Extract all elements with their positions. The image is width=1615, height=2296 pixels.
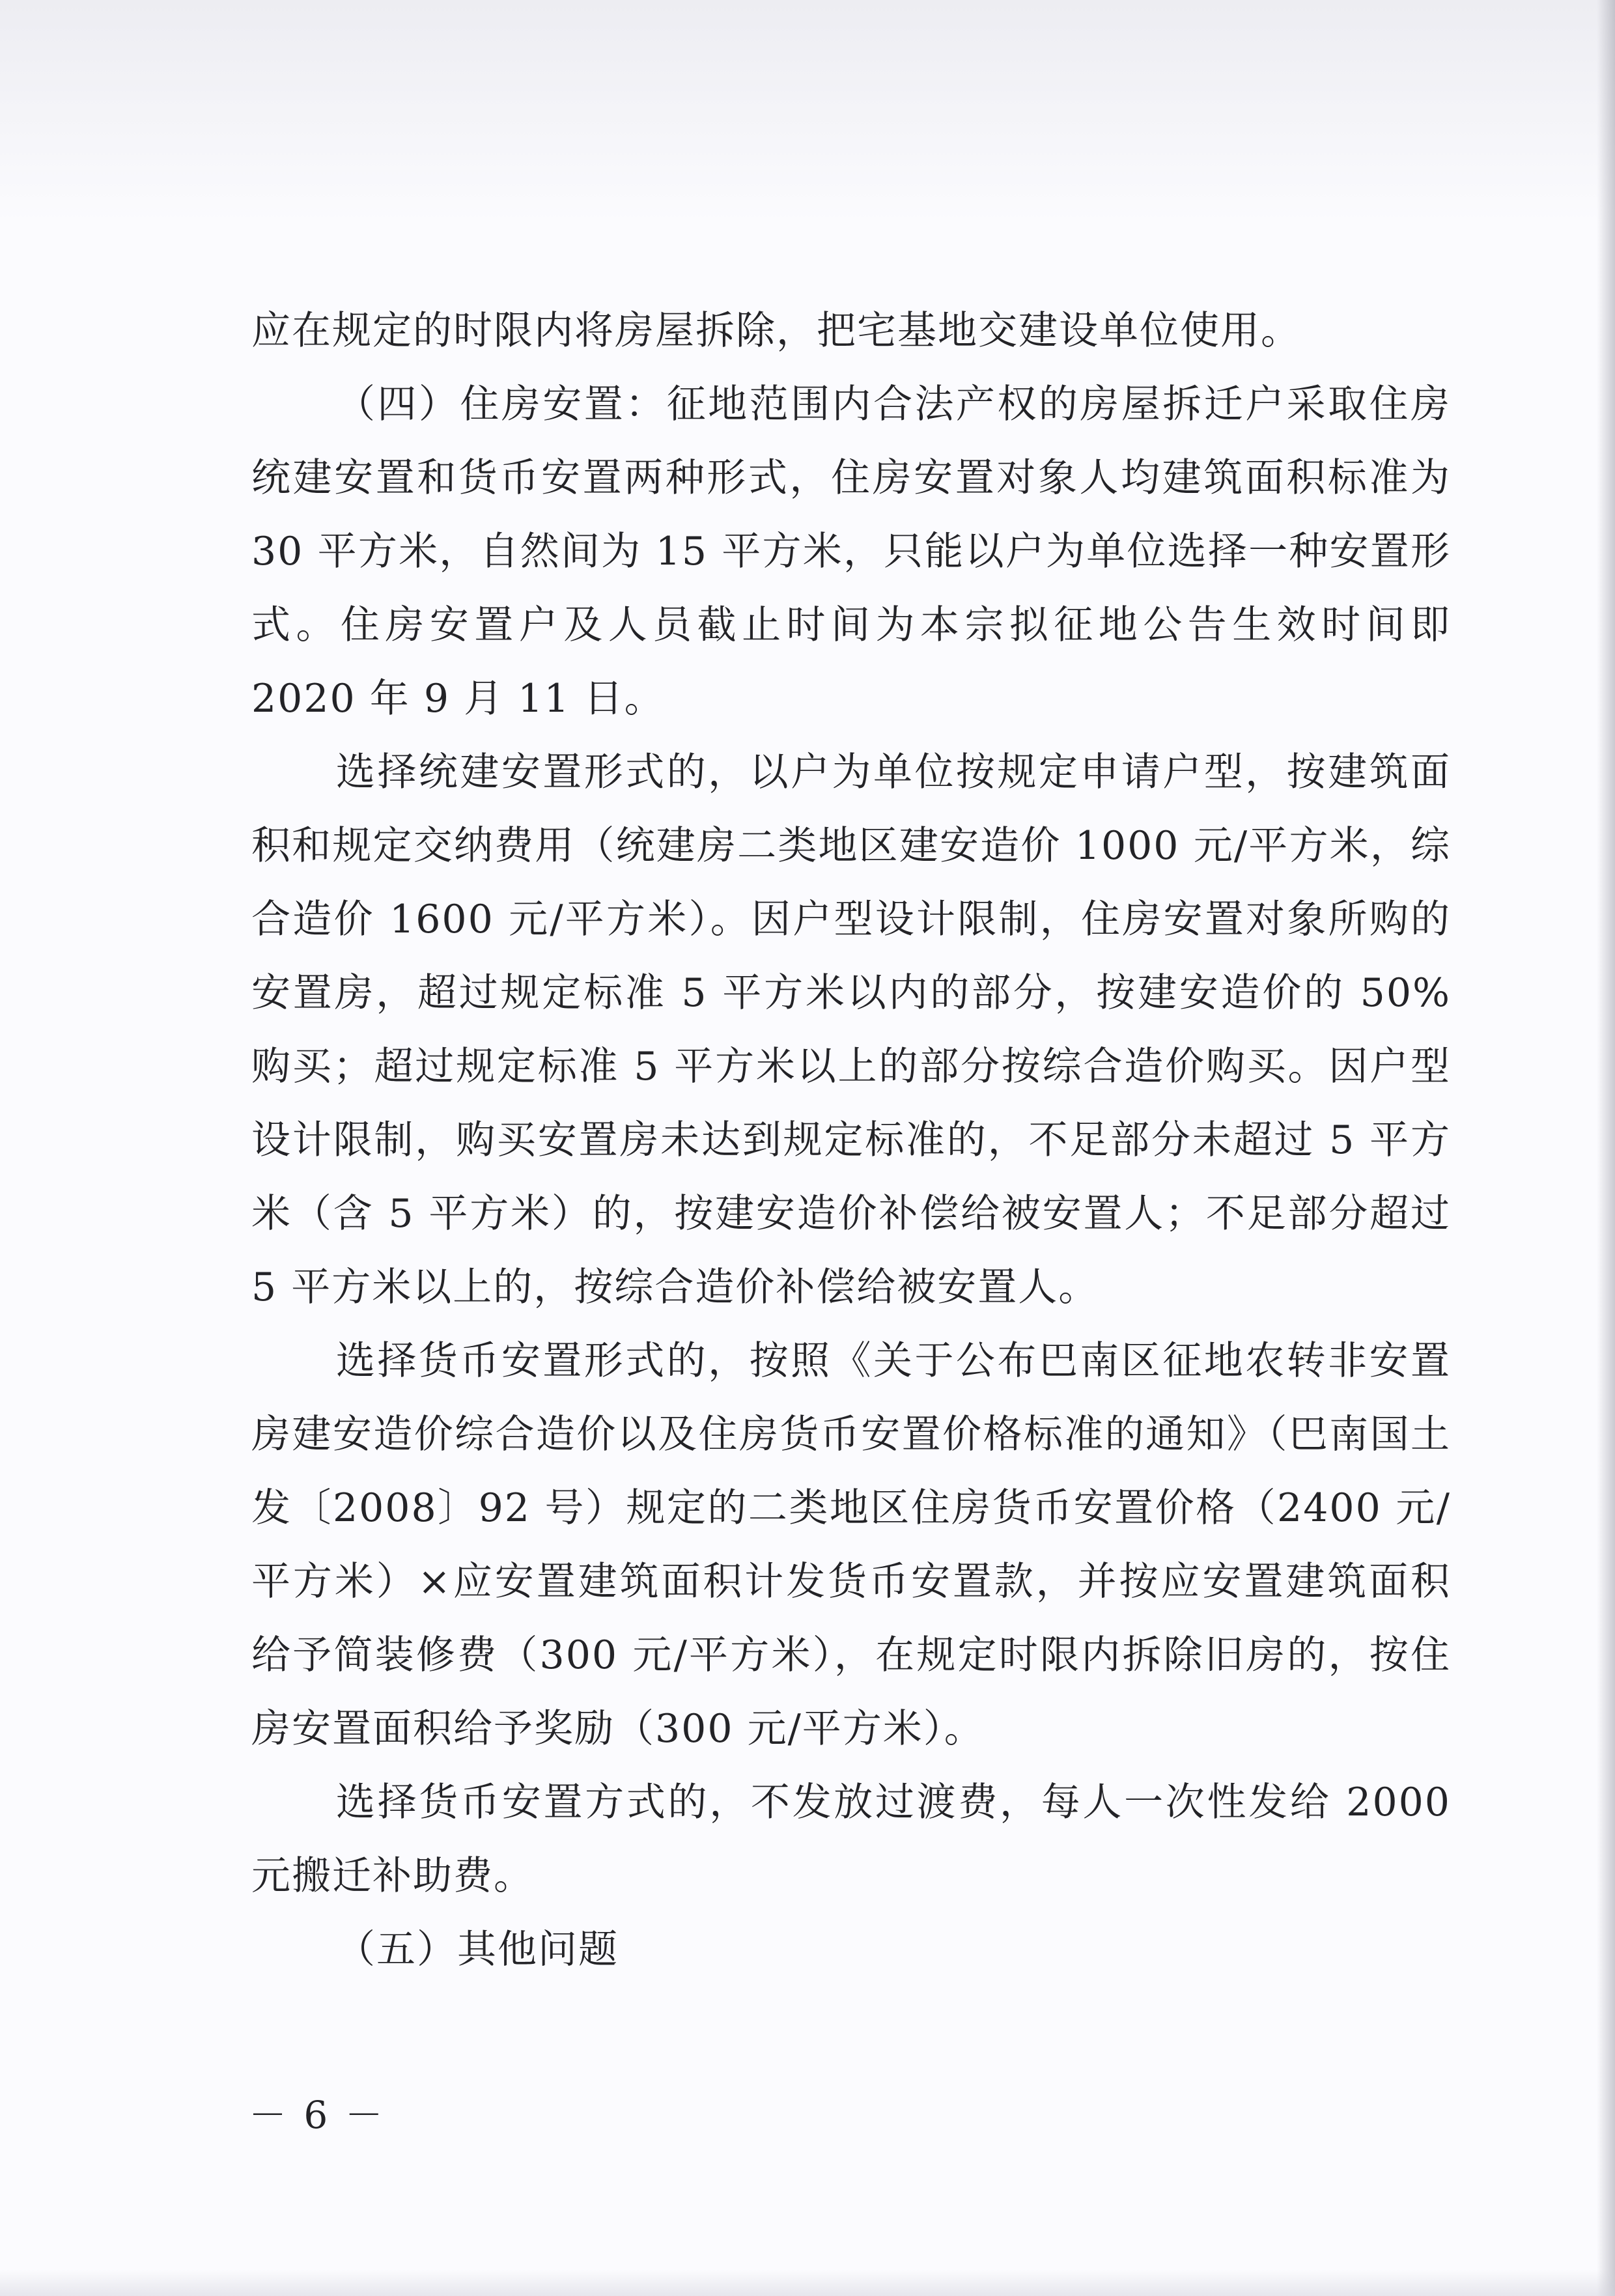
document-body bbox=[251, 294, 1451, 1987]
paragraph-continuation: 应在规定的时限内将房屋拆除，把宅基地交建设单位使用。 bbox=[251, 308, 1301, 354]
paragraph-housing-resettlement: （四）住房安置：征地范围内合法产权的房屋拆迁户采取住房统建安置和货币安置两种形式，住房安置对象人均建筑面积标准为 30 平方米，自然间为 15 平方米，只能以户为单位选择一种安置形式。住房安置户及人员截止时间为本宗拟征地公告生效时间即 2020 年 9 月 11 日。 bbox=[251, 382, 1451, 721]
scan-shadow-top bbox=[0, 0, 1615, 221]
page-number: － 6 － bbox=[249, 2093, 386, 2137]
paragraph-unified-construction: 选择统建安置形式的，以户为单位按规定申请户型，按建筑面积和规定交纳费用（统建房二类地区建安造价 1000 元/平方米，综合造价 1600 元/平方米）。因户型设计限制，住房安置对象所购的安置房，超过规定标准 5 平方米以内的部分，按建安造价的 50%购买；超过规定标准 5 平方米以上的部分按综合造价购买。因户型设计限制，购买安置房未达到规定标准的，不足部分未超过 5 平方米（含 5 平方米）的，按建安造价补偿给被安置人；不足部分超过 5 平方米以上的，按综合造价补偿给被安置人。 bbox=[251, 749, 1451, 1310]
scan-shadow-right bbox=[1597, 0, 1615, 2296]
section-heading-other-issues: （五）其他问题 bbox=[336, 1927, 619, 1972]
scan-shadow-bottom bbox=[0, 2270, 1615, 2296]
paragraph-monetary-resettlement: 选择货币安置形式的，按照《关于公布巴南区征地农转非安置房建安造价综合造价以及住房货币安置价格标准的通知》（巴南国土发〔2008〕92 号）规定的二类地区住房货币安置价格（2400 元/平方米）×应安置建筑面积计发货币安置款，并按应安置建筑面积给予简装修费（300 元/平方米），在规定时限内拆除旧房的，按住房安置面积给予奖励（300 元/平方米）。 bbox=[251, 1338, 1451, 1752]
paragraph-relocation-subsidy: 选择货币安置方式的，不发放过渡费，每人一次性发给 2000 元搬迁补助费。 bbox=[251, 1780, 1451, 1899]
